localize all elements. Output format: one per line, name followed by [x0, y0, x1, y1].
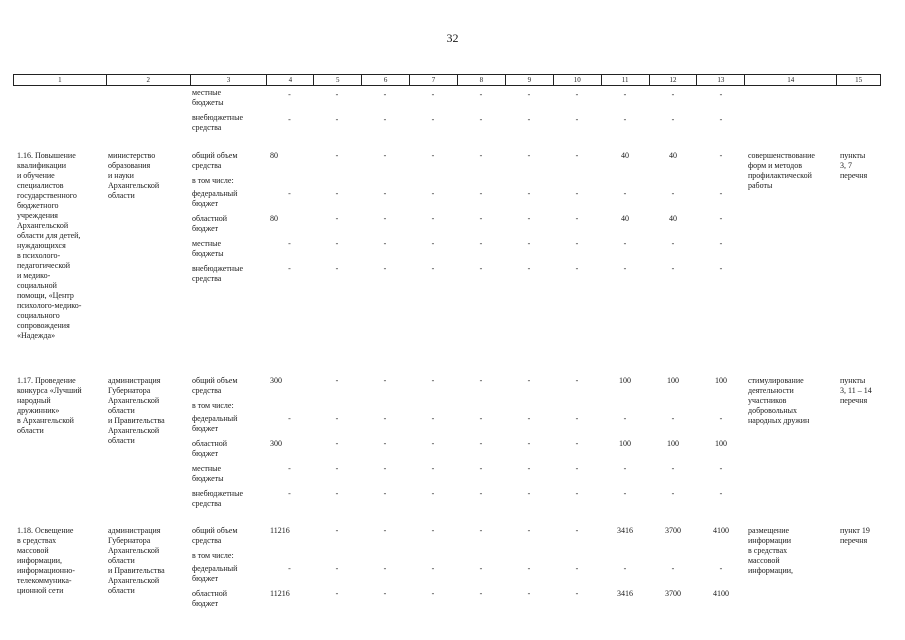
dash-cell: -	[479, 239, 483, 248]
dash-cell: -	[671, 414, 675, 423]
funding-source-label: общий объем средства	[192, 151, 238, 170]
funding-source-label: местные бюджеты	[192, 88, 224, 107]
dash-cell: -	[719, 115, 723, 124]
dash-cell: -	[288, 189, 291, 198]
dash-cell: -	[479, 376, 483, 385]
value-cell: 100	[619, 376, 631, 385]
dash-cell: -	[288, 414, 291, 423]
dash-cell: -	[623, 464, 627, 473]
value-cell: 80	[270, 214, 278, 223]
header-cell-11: 11	[601, 75, 649, 85]
dash-cell: -	[527, 189, 531, 198]
dash-cell: -	[335, 414, 339, 423]
dash-cell: -	[335, 264, 339, 273]
dash-cell: -	[479, 439, 483, 448]
dash-cell: -	[575, 90, 579, 99]
dash-cell: -	[575, 564, 579, 573]
header-cell-2: 2	[106, 75, 190, 85]
funding-source-label: областной бюджет	[192, 214, 228, 233]
dash-cell: -	[288, 489, 291, 498]
dash-cell: -	[479, 489, 483, 498]
dash-cell: -	[719, 214, 723, 223]
dash-cell: -	[719, 151, 723, 160]
dash-cell: -	[335, 526, 339, 535]
funding-source-label: местные бюджеты	[192, 239, 224, 258]
dash-cell: -	[623, 115, 627, 124]
dash-cell: -	[623, 264, 627, 273]
dash-cell: -	[383, 589, 387, 598]
dash-cell: -	[527, 239, 531, 248]
dash-cell: -	[479, 589, 483, 598]
dash-cell: -	[335, 464, 339, 473]
dash-cell: -	[623, 564, 627, 573]
dash-cell: -	[575, 264, 579, 273]
dash-cell: -	[575, 151, 579, 160]
dash-cell: -	[527, 526, 531, 535]
dash-cell: -	[479, 151, 483, 160]
dash-cell: -	[335, 239, 339, 248]
dash-cell: -	[383, 489, 387, 498]
dash-cell: -	[671, 239, 675, 248]
value-cell: 300	[270, 439, 282, 448]
dash-cell: -	[719, 414, 723, 423]
value-cell: 11216	[270, 526, 290, 535]
dash-cell: -	[527, 489, 531, 498]
dash-cell: -	[431, 90, 435, 99]
dash-cell: -	[479, 464, 483, 473]
dash-cell: -	[383, 376, 387, 385]
dash-cell: -	[335, 214, 339, 223]
dash-cell: -	[719, 189, 723, 198]
funding-source-label: в том числе:	[192, 176, 234, 185]
funding-source-label: внебюджетные средства	[192, 264, 243, 283]
dash-cell: -	[719, 264, 723, 273]
dash-cell: -	[288, 90, 291, 99]
dash-cell: -	[383, 414, 387, 423]
value-cell: 80	[270, 151, 278, 160]
value-cell: 3700	[665, 526, 681, 535]
expected-result: совершенствование форм и методов профилактической работы	[748, 151, 815, 190]
dash-cell: -	[575, 489, 579, 498]
header-cell-3: 3	[190, 75, 267, 85]
dash-cell: -	[575, 414, 579, 423]
value-cell: 3700	[665, 589, 681, 598]
dash-cell: -	[527, 464, 531, 473]
dash-cell: -	[335, 189, 339, 198]
funding-source-label: общий объем средства	[192, 376, 238, 395]
dash-cell: -	[719, 464, 723, 473]
dash-cell: -	[479, 189, 483, 198]
value-cell: 40	[621, 151, 629, 160]
dash-cell: -	[623, 414, 627, 423]
header-cell-8: 8	[457, 75, 505, 85]
value-cell: 100	[619, 439, 631, 448]
dash-cell: -	[431, 214, 435, 223]
dash-cell: -	[527, 439, 531, 448]
dash-cell: -	[527, 564, 531, 573]
dash-cell: -	[479, 115, 483, 124]
header-cell-10: 10	[553, 75, 601, 85]
dash-cell: -	[335, 151, 339, 160]
dash-cell: -	[671, 115, 675, 124]
dash-cell: -	[575, 464, 579, 473]
header-cell-9: 9	[505, 75, 553, 85]
value-cell: 100	[667, 376, 679, 385]
dash-cell: -	[335, 115, 339, 124]
dash-cell: -	[383, 464, 387, 473]
dash-cell: -	[288, 264, 291, 273]
dash-cell: -	[623, 189, 627, 198]
dash-cell: -	[431, 151, 435, 160]
dash-cell: -	[575, 526, 579, 535]
dash-cell: -	[383, 564, 387, 573]
dash-cell: -	[479, 564, 483, 573]
dash-cell: -	[671, 489, 675, 498]
funding-source-label: федеральный бюджет	[192, 564, 238, 583]
dash-cell: -	[527, 589, 531, 598]
dash-cell: -	[288, 239, 291, 248]
dash-cell: -	[671, 90, 675, 99]
expected-result: стимулирование деятельности участников добровольных народных дружин	[748, 376, 810, 425]
value-cell: 100	[667, 439, 679, 448]
table-header-row	[13, 74, 881, 86]
header-cell-12: 12	[649, 75, 697, 85]
header-cell-13: 13	[696, 75, 744, 85]
value-cell: 4100	[713, 589, 729, 598]
dash-cell: -	[383, 439, 387, 448]
dash-cell: -	[671, 464, 675, 473]
dash-cell: -	[479, 526, 483, 535]
header-cell-6: 6	[361, 75, 409, 85]
indicator-reference: пункты 3, 7 перечня	[840, 151, 868, 180]
dash-cell: -	[431, 115, 435, 124]
dash-cell: -	[671, 189, 675, 198]
dash-cell: -	[527, 376, 531, 385]
responsible-executor: администрация Губернатора Архангельской области и Правительства Архангельской области	[108, 526, 165, 595]
dash-cell: -	[527, 151, 531, 160]
value-cell: 100	[715, 439, 727, 448]
dash-cell: -	[383, 264, 387, 273]
dash-cell: -	[719, 564, 723, 573]
dash-cell: -	[527, 90, 531, 99]
dash-cell: -	[431, 439, 435, 448]
dash-cell: -	[383, 90, 387, 99]
value-cell: 40	[621, 214, 629, 223]
value-cell: 100	[715, 376, 727, 385]
dash-cell: -	[575, 189, 579, 198]
funding-source-label: в том числе:	[192, 401, 234, 410]
dash-cell: -	[479, 264, 483, 273]
dash-cell: -	[431, 589, 435, 598]
dash-cell: -	[383, 189, 387, 198]
funding-source-label: областной бюджет	[192, 589, 228, 608]
dash-cell: -	[431, 526, 435, 535]
header-cell-7: 7	[409, 75, 457, 85]
activity-title: 1.18. Освещение в средствах массовой информации, информационно- телекоммуника- ционной сети	[17, 526, 75, 595]
dash-cell: -	[623, 90, 627, 99]
value-cell: 40	[669, 214, 677, 223]
dash-cell: -	[288, 464, 291, 473]
funding-source-label: в том числе:	[192, 551, 234, 560]
activity-title: 1.17. Проведение конкурса «Лучший народный дружинник» в Архангельской области	[17, 376, 82, 435]
dash-cell: -	[527, 414, 531, 423]
dash-cell: -	[527, 214, 531, 223]
dash-cell: -	[335, 90, 339, 99]
indicator-reference: пункты 3, 11 – 14 перечня	[840, 376, 872, 405]
funding-source-label: областной бюджет	[192, 439, 228, 458]
dash-cell: -	[383, 526, 387, 535]
dash-cell: -	[671, 264, 675, 273]
dash-cell: -	[383, 239, 387, 248]
dash-cell: -	[575, 214, 579, 223]
dash-cell: -	[335, 564, 339, 573]
funding-source-label: общий объем средства	[192, 526, 238, 545]
funding-source-label: федеральный бюджет	[192, 414, 238, 433]
dash-cell: -	[431, 239, 435, 248]
dash-cell: -	[431, 489, 435, 498]
funding-source-label: местные бюджеты	[192, 464, 224, 483]
dash-cell: -	[479, 90, 483, 99]
dash-cell: -	[479, 414, 483, 423]
header-cell-15: 15	[836, 75, 880, 85]
dash-cell: -	[335, 439, 339, 448]
dash-cell: -	[575, 239, 579, 248]
funding-source-label: федеральный бюджет	[192, 189, 238, 208]
dash-cell: -	[623, 239, 627, 248]
dash-cell: -	[335, 589, 339, 598]
responsible-executor: министерство образования и науки Архангельской области	[108, 151, 160, 200]
value-cell: 3416	[617, 589, 633, 598]
dash-cell: -	[575, 376, 579, 385]
dash-cell: -	[575, 589, 579, 598]
dash-cell: -	[527, 115, 531, 124]
value-cell: 40	[669, 151, 677, 160]
value-cell: 300	[270, 376, 282, 385]
header-cell-5: 5	[313, 75, 361, 85]
dash-cell: -	[575, 439, 579, 448]
dash-cell: -	[479, 214, 483, 223]
page-number: 32	[446, 31, 459, 45]
dash-cell: -	[288, 564, 291, 573]
dash-cell: -	[527, 264, 531, 273]
header-cell-14: 14	[744, 75, 836, 85]
dash-cell: -	[335, 489, 339, 498]
dash-cell: -	[719, 489, 723, 498]
value-cell: 11216	[270, 589, 290, 598]
header-cell-1: 1	[58, 76, 62, 84]
dash-cell: -	[575, 115, 579, 124]
dash-cell: -	[431, 464, 435, 473]
dash-cell: -	[431, 189, 435, 198]
dash-cell: -	[383, 214, 387, 223]
dash-cell: -	[431, 264, 435, 273]
dash-cell: -	[288, 115, 291, 124]
header-cell-4: 4	[266, 75, 313, 85]
dash-cell: -	[671, 564, 675, 573]
dash-cell: -	[623, 489, 627, 498]
expected-result: размещение информации в средствах массовой информации,	[748, 526, 794, 575]
dash-cell: -	[719, 90, 723, 99]
dash-cell: -	[719, 239, 723, 248]
indicator-reference: пункт 19 перечня	[840, 526, 870, 545]
responsible-executor: администрация Губернатора Архангельской области и Правительства Архангельской области	[108, 376, 165, 445]
value-cell: 3416	[617, 526, 633, 535]
funding-source-label: внебюджетные средства	[192, 489, 243, 508]
funding-source-label: внебюджетные средства	[192, 113, 243, 132]
dash-cell: -	[431, 564, 435, 573]
value-cell: 4100	[713, 526, 729, 535]
dash-cell: -	[431, 414, 435, 423]
activity-title: 1.16. Повышение квалификации и обучение специалистов государственного бюджетного учреждения Архангельской области для детей, нуждающихся в психолого- педагогической и медико- социальной помощи, «Центр психолого-медико- социального сопровождения «Надежда»	[17, 151, 82, 340]
dash-cell: -	[383, 151, 387, 160]
dash-cell: -	[431, 376, 435, 385]
dash-cell: -	[383, 115, 387, 124]
dash-cell: -	[335, 376, 339, 385]
